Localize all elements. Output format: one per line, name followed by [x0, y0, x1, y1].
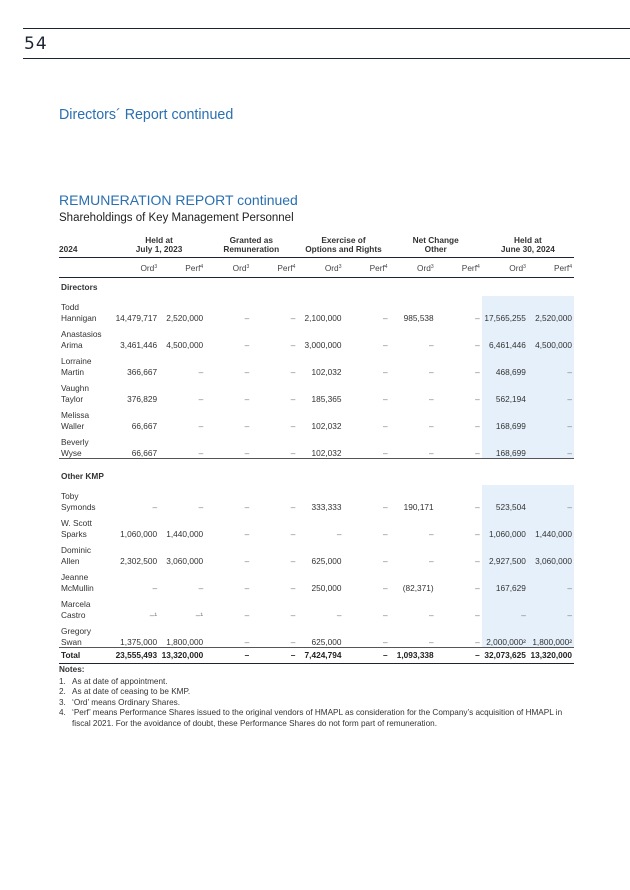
- cell-value: –: [290, 366, 296, 377]
- cell-value: –: [528, 593, 574, 620]
- cell-value: –: [198, 582, 204, 593]
- cell-value: 1,800,000: [166, 636, 204, 647]
- cell-value: –¹: [195, 609, 204, 620]
- table-row: [59, 296, 574, 323]
- cell-value: –: [290, 420, 296, 431]
- cell-value: 167,629: [482, 566, 528, 593]
- person-name: Melissa Waller: [61, 410, 90, 431]
- cell-value: 468,699: [482, 350, 528, 377]
- cell-value: 366,667: [127, 366, 158, 377]
- note-item: 2. As at date of ceasing to be KMP.: [59, 687, 191, 696]
- person-name: Dominic Allen: [61, 545, 91, 566]
- cell-value: 168,699: [482, 404, 528, 431]
- person-name: Vaughn Taylor: [61, 383, 89, 404]
- table-row: [59, 404, 574, 431]
- section-label: Directors: [61, 281, 98, 292]
- cell-value: –: [290, 339, 296, 350]
- cell-value: –: [198, 366, 204, 377]
- cell-value: 14,479,717: [115, 312, 158, 323]
- cell-value: –: [382, 555, 388, 566]
- note-item: 3. ‘Ord’ means Ordinary Shares.: [59, 697, 180, 707]
- cell-value: 523,504: [482, 485, 528, 512]
- cell-value: –: [244, 339, 250, 350]
- perf-header: Perf$^4$: [554, 263, 572, 273]
- cell-value: 3,461,446: [120, 339, 158, 350]
- table-subtitle: Shareholdings of Key Management Personnel: [59, 212, 294, 224]
- cell-value: –: [475, 555, 480, 566]
- cell-value: 102,032: [311, 420, 342, 431]
- ord-header: Ord$^3$: [417, 263, 434, 273]
- cell-value: –: [244, 312, 250, 323]
- ord-header: Ord$^3$: [232, 263, 250, 273]
- cell-value: –: [290, 609, 296, 620]
- total-row: [59, 648, 574, 664]
- person-name: Anastasios Arima: [61, 329, 102, 350]
- notes-heading: Notes:: [59, 665, 85, 674]
- cell-value: –: [475, 636, 480, 647]
- cell-value: –: [251, 431, 297, 459]
- ord-header: Ord$^3$: [509, 263, 526, 273]
- sub-header-row: [59, 258, 574, 278]
- cell-value: –: [159, 431, 205, 459]
- table-row: [59, 485, 574, 512]
- cell-value: 1,800,000²: [528, 620, 574, 648]
- cell-value: –: [429, 636, 434, 647]
- section-label-row: [59, 278, 574, 297]
- cell-value: –: [290, 555, 296, 566]
- cell-value: –: [290, 501, 296, 512]
- cell-value: –: [336, 609, 342, 620]
- cell-value: 3,000,000: [304, 339, 342, 350]
- cell-value: 2,520,000: [528, 296, 574, 323]
- person-name: Lorraine Martin: [61, 356, 92, 377]
- cell-value: 2,927,500: [482, 539, 528, 566]
- cell-value: 2,520,000: [166, 312, 204, 323]
- cell-value: 625,000: [311, 555, 342, 566]
- cell-value: –: [436, 431, 482, 459]
- cell-value: 2,302,500: [120, 555, 158, 566]
- total-value: 13,320,000: [159, 648, 205, 664]
- group-header-held-start: Held at July 1, 2023: [135, 235, 183, 254]
- document-title: Directors´ Report continued: [59, 106, 234, 123]
- cell-value: 2,000,000²: [482, 620, 528, 648]
- cell-value: –: [244, 501, 250, 512]
- cell-value: 66,667: [131, 420, 158, 431]
- cell-value: –: [528, 566, 574, 593]
- group-header-granted: Granted as Remuneration: [223, 235, 280, 254]
- total-value: 7,424,794: [297, 648, 343, 664]
- section-title: REMUNERATION REPORT continued: [59, 192, 298, 208]
- total-value: 32,073,625: [482, 648, 528, 664]
- perf-header: Perf$^4$: [277, 263, 296, 273]
- cell-value: (82,371): [402, 582, 434, 593]
- cell-value: –¹: [149, 609, 158, 620]
- perf-header: Perf$^4$: [461, 263, 480, 273]
- person-name: W. Scott Sparks: [61, 518, 92, 539]
- group-header-row: [59, 230, 574, 258]
- cell-value: 376,829: [127, 393, 158, 404]
- ord-header: Ord$^3$: [140, 263, 158, 273]
- section-label: Other KMP: [61, 470, 104, 481]
- table-row: [59, 377, 574, 404]
- person-name: Todd Hannigan: [61, 302, 97, 323]
- person-name: Marcela Castro: [61, 599, 91, 620]
- note-item: 4. ‘Perf’ means Performance Shares issued to the original vendors of HMAPL as consideration for the Company’s acquisition of HMAPL in fiscal 2021. For the avoidance of doubt, these Performance Shares do not form part of remuneration.: [59, 708, 563, 728]
- note-item: 1. As at date of appointment.: [59, 676, 168, 686]
- cell-value: –: [198, 420, 204, 431]
- cell-value: 1,060,000: [120, 528, 158, 539]
- cell-value: –: [290, 636, 296, 647]
- cell-value: –: [152, 501, 158, 512]
- section-label-row: [59, 467, 574, 485]
- cell-value: –: [429, 339, 434, 350]
- cell-value: –: [382, 366, 388, 377]
- total-value: –: [205, 648, 251, 664]
- cell-value: –: [429, 528, 434, 539]
- total-value: 13,320,000: [528, 648, 574, 664]
- cell-value: –: [290, 528, 296, 539]
- cell-value: 102,032: [311, 366, 342, 377]
- cell-value: –: [475, 312, 480, 323]
- cell-value: –: [475, 393, 480, 404]
- cell-value: –: [244, 393, 250, 404]
- perf-header: Perf$^4$: [185, 263, 204, 273]
- total-value: –: [251, 648, 297, 664]
- cell-value: –: [244, 528, 250, 539]
- cell-value: –: [475, 366, 480, 377]
- cell-value: –: [152, 582, 158, 593]
- group-header-exercise: Exercise of Options and Rights: [305, 235, 382, 254]
- total-value: 23,555,493: [113, 648, 159, 664]
- cell-value: –: [290, 582, 296, 593]
- table-row: [59, 620, 574, 648]
- cell-value: –: [528, 485, 574, 512]
- group-header-net-change: Net Change Other: [412, 235, 459, 254]
- cell-value: –: [382, 420, 388, 431]
- cell-value: –: [429, 366, 434, 377]
- cell-value: 185,365: [311, 393, 342, 404]
- total-value: –: [343, 648, 389, 664]
- cell-value: –: [198, 501, 204, 512]
- cell-value: 6,461,446: [482, 323, 528, 350]
- cell-value: –: [429, 609, 434, 620]
- cell-value: –: [382, 339, 388, 350]
- ord-header: Ord$^3$: [324, 263, 342, 273]
- cell-value: –: [382, 312, 388, 323]
- notes: [59, 665, 579, 729]
- cell-value: –: [429, 420, 434, 431]
- cell-value: 2,100,000: [304, 312, 342, 323]
- cell-value: –: [382, 636, 388, 647]
- cell-value: –: [482, 593, 528, 620]
- cell-value: 17,565,255: [482, 296, 528, 323]
- cell-value: –: [244, 636, 250, 647]
- cell-value: –: [390, 431, 436, 459]
- cell-value: –: [475, 609, 480, 620]
- cell-value: –: [343, 431, 389, 459]
- shareholdings-table: [59, 230, 574, 664]
- cell-value: 102,032: [297, 431, 343, 459]
- table-body: [59, 278, 574, 664]
- cell-value: –: [382, 609, 388, 620]
- person-name: Gregory Swan: [61, 626, 91, 647]
- total-value: –: [436, 648, 482, 664]
- cell-value: 250,000: [311, 582, 342, 593]
- total-value: 1,093,338: [390, 648, 436, 664]
- cell-value: 1,440,000: [528, 512, 574, 539]
- group-header-held-end: Held at June 30, 2024: [500, 235, 555, 254]
- cell-value: –: [528, 350, 574, 377]
- cell-value: 66,667: [113, 431, 159, 459]
- cell-value: 1,375,000: [120, 636, 158, 647]
- cell-value: 3,060,000: [528, 539, 574, 566]
- cell-value: 333,333: [311, 501, 342, 512]
- cell-value: –: [475, 528, 480, 539]
- year-header: 2024: [59, 244, 78, 254]
- top-rule: [23, 28, 630, 29]
- cell-value: –: [244, 555, 250, 566]
- person-name: Jeanne McMullin: [61, 572, 94, 593]
- cell-value: –: [528, 377, 574, 404]
- table-row: [59, 593, 574, 620]
- page-number: 54: [24, 34, 48, 54]
- cell-value: –: [244, 420, 250, 431]
- header-rule: [23, 58, 630, 59]
- person-name: Toby Symonds: [61, 491, 96, 512]
- cell-value: –: [429, 393, 434, 404]
- table-row: [59, 323, 574, 350]
- cell-value: –: [382, 582, 388, 593]
- cell-value: –: [382, 528, 388, 539]
- cell-value: –: [198, 393, 204, 404]
- cell-value: 625,000: [311, 636, 342, 647]
- table-row: [59, 431, 574, 459]
- cell-value: –: [475, 339, 480, 350]
- cell-value: 3,060,000: [166, 555, 204, 566]
- cell-value: 1,060,000: [482, 512, 528, 539]
- cell-value: –: [382, 501, 388, 512]
- cell-value: –: [244, 609, 250, 620]
- cell-value: 190,171: [403, 501, 434, 512]
- total-label: Total: [59, 648, 113, 664]
- cell-value: –: [244, 582, 250, 593]
- cell-value: 985,538: [403, 312, 434, 323]
- perf-header: Perf$^4$: [369, 263, 388, 273]
- cell-value: –: [429, 555, 434, 566]
- cell-value: –: [528, 404, 574, 431]
- cell-value: –: [475, 420, 480, 431]
- cell-value: 1,440,000: [166, 528, 204, 539]
- cell-value: –: [528, 431, 574, 459]
- table-row: [59, 566, 574, 593]
- cell-value: 4,500,000: [166, 339, 204, 350]
- cell-value: –: [475, 582, 480, 593]
- cell-value: 562,194: [482, 377, 528, 404]
- cell-value: –: [290, 393, 296, 404]
- table-row: [59, 350, 574, 377]
- cell-value: –: [205, 431, 251, 459]
- table-row: [59, 539, 574, 566]
- table-row: [59, 512, 574, 539]
- person-name: Beverly Wyse: [59, 431, 113, 459]
- cell-value: –: [290, 312, 296, 323]
- cell-value: –: [244, 366, 250, 377]
- cell-value: –: [382, 393, 388, 404]
- cell-value: 168,699: [482, 431, 528, 459]
- cell-value: –: [475, 501, 480, 512]
- cell-value: 4,500,000: [528, 323, 574, 350]
- cell-value: –: [336, 528, 342, 539]
